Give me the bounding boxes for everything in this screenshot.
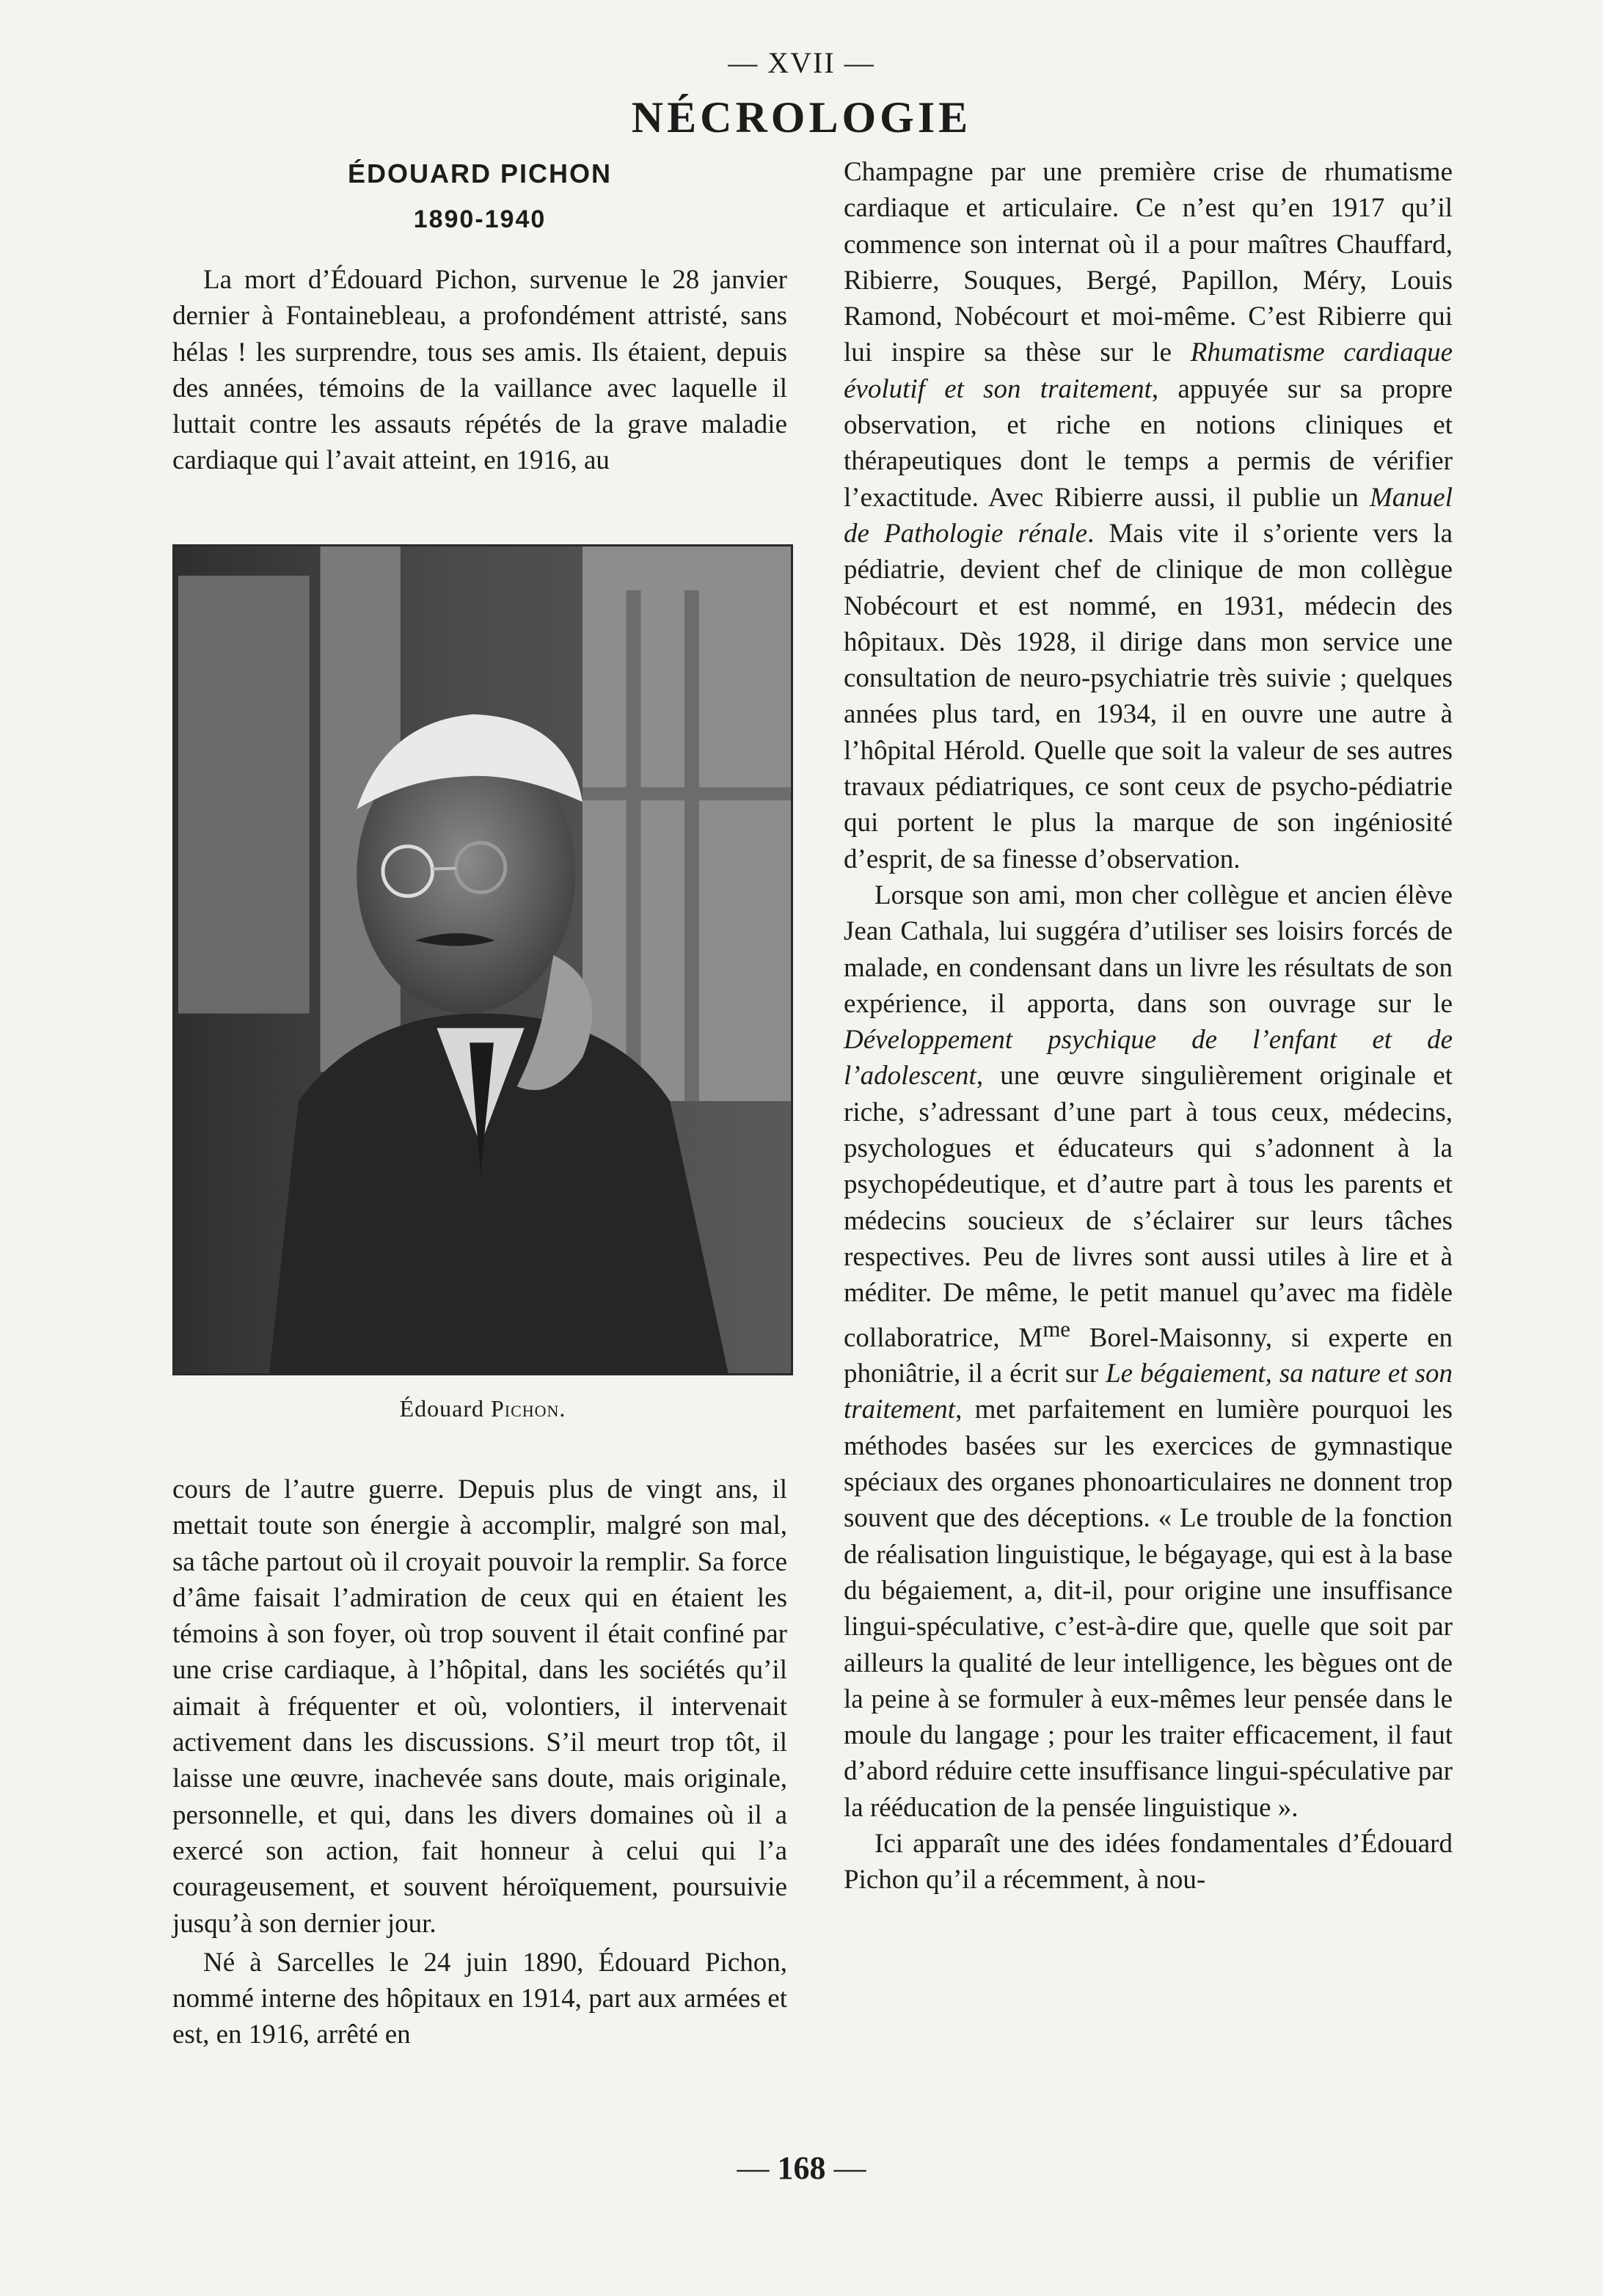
section-title: NÉCROLOGIE [631,93,972,142]
right-column [844,154,1453,1898]
career-text-a: Champagne par une première crise de rhumatisme cardiaque et articulaire. Ce n’est qu’en 1917 qu’il commence son internat où il a pour maîtres Chauffard, Ribierre, Souques, Bergé, Papillon, Méry, Louis Ramond, Nobécourt et moi-même. C’est Ribierre qui lui inspire sa thèse sur le [844,157,1453,368]
career-paragraph [844,154,1453,877]
left-column-top [172,154,787,479]
works-paragraph [844,877,1453,1826]
page-folio: — XVII — [728,46,875,79]
photo-caption [172,1395,793,1422]
photo-caption-prefix: Édouard [399,1395,484,1422]
page-number-value: 168 [777,2150,826,2186]
obituary-name: ÉDOUARD PICHON [347,158,612,189]
thesis-title: Rhumatisme cardiaque évolutif et son traitement [844,337,1453,404]
portrait-photo [172,544,793,1375]
intro-paragraph: La mort d’Édouard Pichon, survenue le 28 janvier dernier à Fontainebleau, a profondément attristé, sans hélas ! les surprendre, tous ses amis. Ils étaient, depuis des années, témoins de la vaillance avec laquelle il luttait contre les assauts répétés de la grave maladie cardiaque qui l’avait atteint, en 1916, au [172,265,787,476]
obituary-dates: 1890-1940 [413,205,547,233]
works-text-a: Lorsque son ami, mon cher collègue et ancien élève Jean Cathala, lui suggéra d’utiliser ses loisirs forcés de malade, en condensant dans un livre les résultats de son expérience, il apporta, dans son ouvrage sur le [844,880,1453,1019]
ideas-paragraph: Ici apparaît une des idées fondamentales d’Édouard Pichon qu’il a récemment, à nou- [844,1828,1453,1895]
birth-paragraph: Né à Sarcelles le 24 juin 1890, Édouard Pichon, nommé interne des hôpitaux en 1914, part aux armées et est, en 1916, arrêté en [172,1947,787,2050]
portrait-image [175,546,791,1373]
page-number [0,2149,1603,2187]
works-text-d: , met parfaitement en lumière pourquoi les méthodes basées sur les exercices de gymnastique spéciaux des organes phonoarticulaires ne donnent trop souvent que des déceptions. « Le trouble de la fonction de réalisation linguistique, le bégayage, qui est à la base du bégaiement, a, dit-il, pour origine une insuffisance lingui-spéculative, c’est-à-dire que, quelle que soit par ailleurs la qualité de leur intelligence, les bègues ont de la peine à se formuler à eux-mêmes leur pensée dans le moule du langage ; pour les traiter efficacement, il faut d’abord réduire cette insuffisance lingui-spéculative par la rééducation de la pensée linguistique ». [844,1394,1453,1823]
career-text-c: . Mais vite il s’oriente vers la pédiatrie, devient chef de clinique de mon collègue Nobécourt et est nommé, en 1931, médecin des hôpitaux. Dès 1928, il dirige dans mon service une consultation de neuro-psychiatrie très suivie ; quelques années plus tard, en 1934, il en ouvre une autre à l’hôpital Hérold. Quelle que soit la valeur de ses autres travaux pédiatriques, ce sont ceux de psycho-pédiatrie qui portent le plus la marque de son ingéniosité d’esprit, de sa finesse d’observation. [844,518,1453,874]
career-text-b: , appuyée sur sa propre observation, et riche en notions cliniques et thérapeutiques dont le temps a permis de vérifier l’exactitude. Avec Ribierre aussi, il publie un [844,373,1453,513]
works-text-b: , une œuvre singulièrement originale et riche, s’adressant d’une part à tous ceux, médecins, psychologues et éducateurs qui s’adonnent à la psychopédeutique, et d’autre part à tous les parents et médecins soucieux de s’éclairer sur leurs tâches respectives. Peu de livres sont aussi utiles à lire et à méditer. De même, le petit manuel qu’avec ma fidèle collaboratrice, M [844,1061,1453,1353]
madame-superscript: me [1043,1316,1070,1342]
page-number-dash-right: — [833,2150,866,2186]
manual-title: Manuel de Pathologie rénale [844,482,1453,549]
works-text-c: Borel-Maisonny, si experte en phoniâtrie, il a écrit sur [844,1322,1453,1389]
photo-caption-name: Pichon. [490,1395,566,1422]
page-number-dash-left: — [737,2150,770,2186]
development-book-title: Développement psychique de l’enfant et de l’adolescent [844,1025,1453,1092]
left-column-bottom [172,1471,787,2053]
continuation-paragraph: cours de l’autre guerre. Depuis plus de vingt ans, il mettait toute son énergie à accomplir, malgré son mal, sa tâche partout où il croyait pouvoir la remplir. Sa force d’âme faisait l’admiration de ceux qui en étaient les témoins à son foyer, où trop souvent il était confiné par une crise cardiaque, à l’hôpital, dans les sociétés qu’il aimait à fréquenter et où, volontiers, il intervenait activement dans les discussions. S’il meurt trop tôt, il laisse une œuvre, inachevée sans doute, mais originale, personnelle, et qui, dans les divers domaines où il a exercé son action, fait honneur à celui qui l’a courageusement, et souvent héroïquement, poursuivie jusqu’à son dernier jour. [172,1474,787,1939]
stuttering-book-title: Le bégaiement, sa nature et son traitement [844,1359,1453,1425]
